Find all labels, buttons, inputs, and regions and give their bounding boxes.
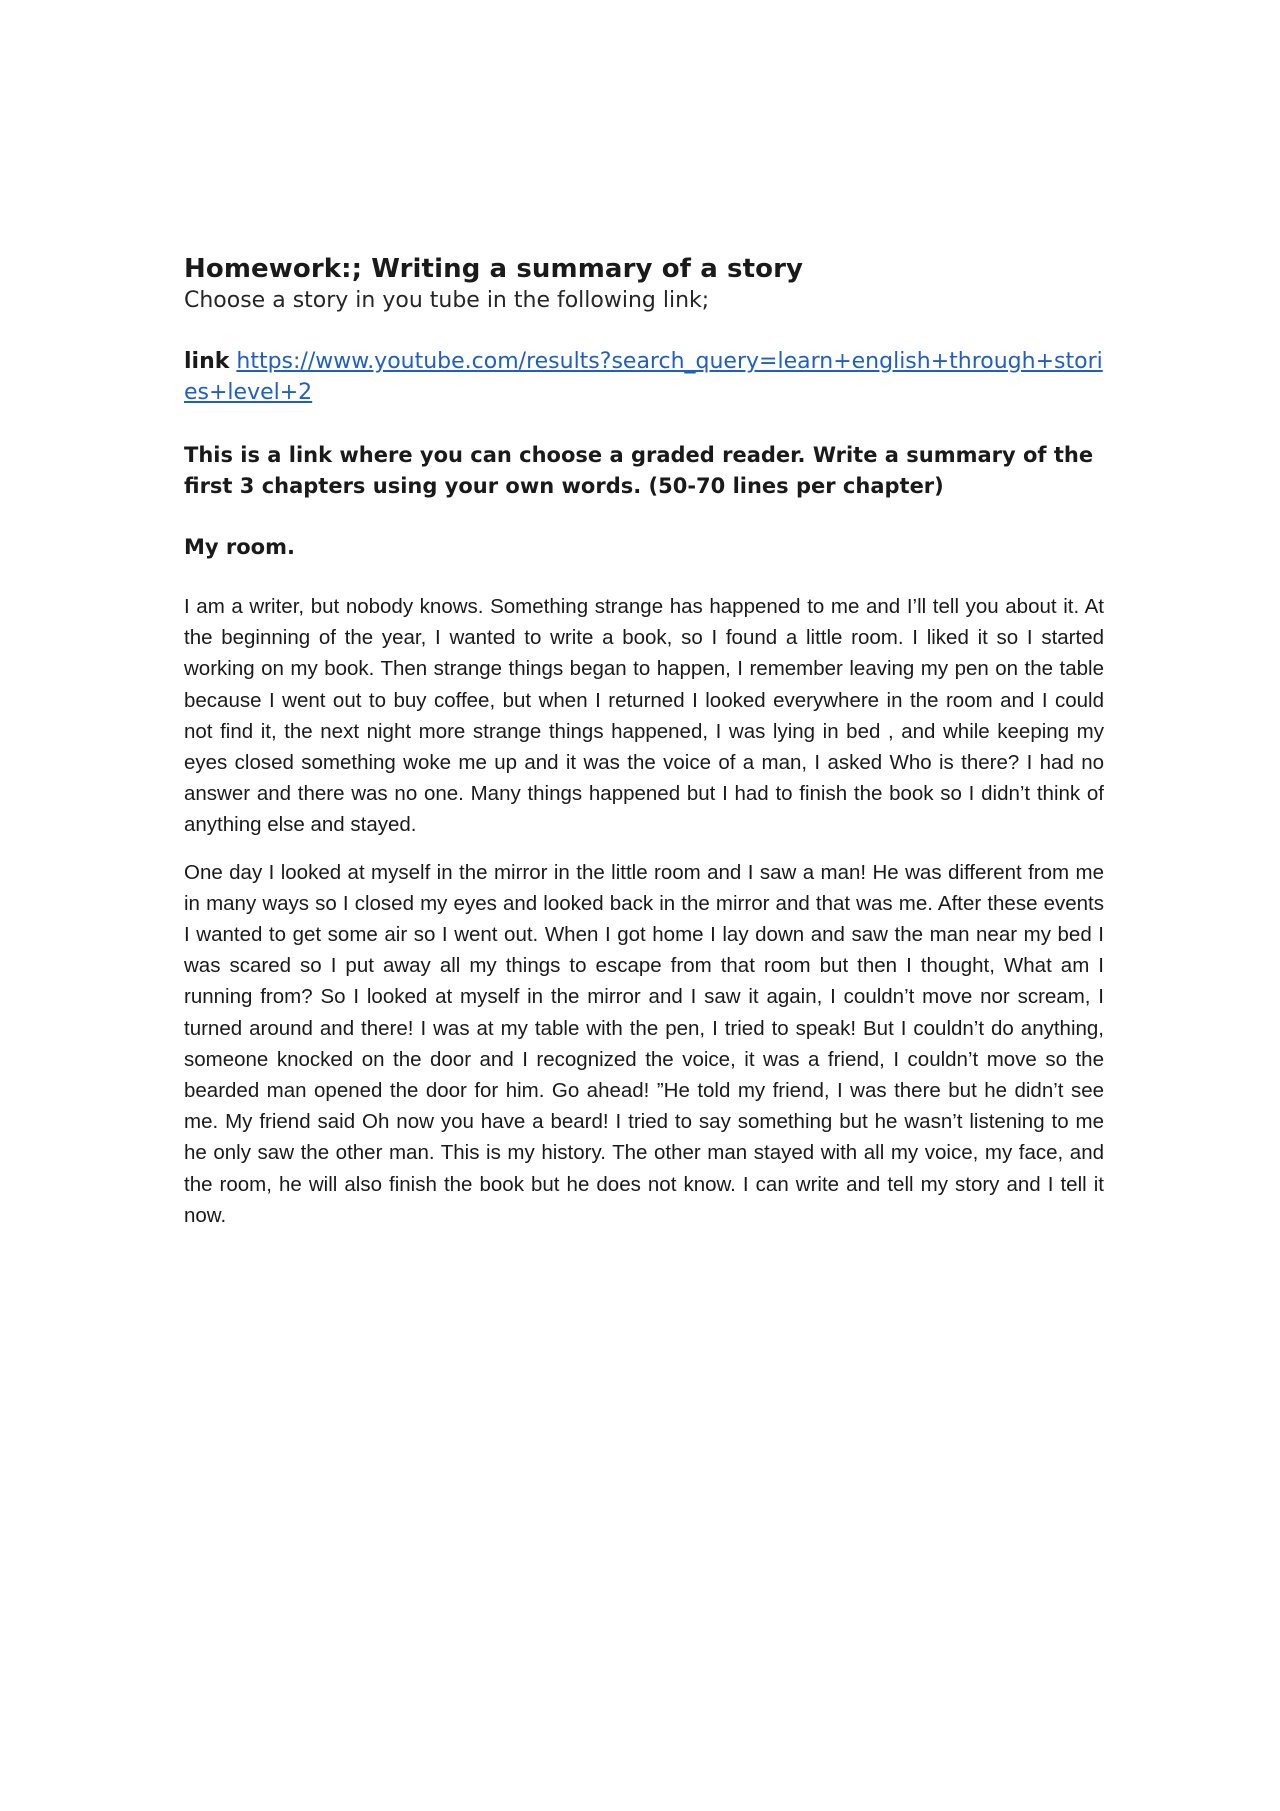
- document-title: Homework:; Writing a summary of a story: [184, 254, 804, 284]
- link-line: [184, 346, 1104, 408]
- story-paragraph-2: One day I looked at myself in the mirror in the little room and I saw a man! He was different from me in many ways so I closed my eyes and looked back in the mirror and that was me. After these events I wanted to get some air so I went out. When I got home I lay down and saw the man near my bed I was scared so I put away all my things to escape from that room but then I thought, What am I running from? So I looked at myself in the mirror and I saw it again, I couldn’t move nor scream, I turned around and there! I was at my table with the pen, I tried to speak! But I couldn’t do anything, someone knocked on the door and I recognized the voice, it was a friend, I couldn’t move so the bearded man opened the door for him. Go ahead! ”He told my friend, I was there but he didn’t see me. My friend said Oh now you have a beard! I tried to say something but he wasn’t listening to me he only saw the other man. This is my history. The other man stayed with all my voice, my face, and the room, he will also finish the book but he does not know. I can write and tell my story and I tell it now.: [184, 860, 1104, 1227]
- youtube-search-link[interactable]: https://www.youtube.com/results?search_query=learn+english+through+stories+level+2: [184, 349, 1103, 405]
- link-label: link: [184, 349, 230, 374]
- story-title: My room.: [184, 535, 295, 559]
- assignment-instructions: This is a link where you can choose a graded reader. Write a summary of the first 3 chapters using your own words. (50-70 lines per chapter): [184, 443, 1094, 498]
- story-paragraph-1: I am a writer, but nobody knows. Something strange has happened to me and I’ll tell you about it. At the beginning of the year, I wanted to write a book, so I found a little room. I liked it so I started working on my book. Then strange things began to happen, I remember leaving my pen on the table because I went out to buy coffee, but when I returned I looked everywhere in the room and I could not find it, the next night more strange things happened, I was lying in bed , and while keeping my eyes closed something woke me up and it was the voice of a man, I asked Who is there? I had no answer and there was no one. Many things happened but I had to finish the book so I didn’t think of anything else and stayed.: [184, 595, 1104, 837]
- document-page: [184, 252, 1104, 1247]
- document-subtitle: Choose a story in you tube in the following link;: [184, 288, 710, 313]
